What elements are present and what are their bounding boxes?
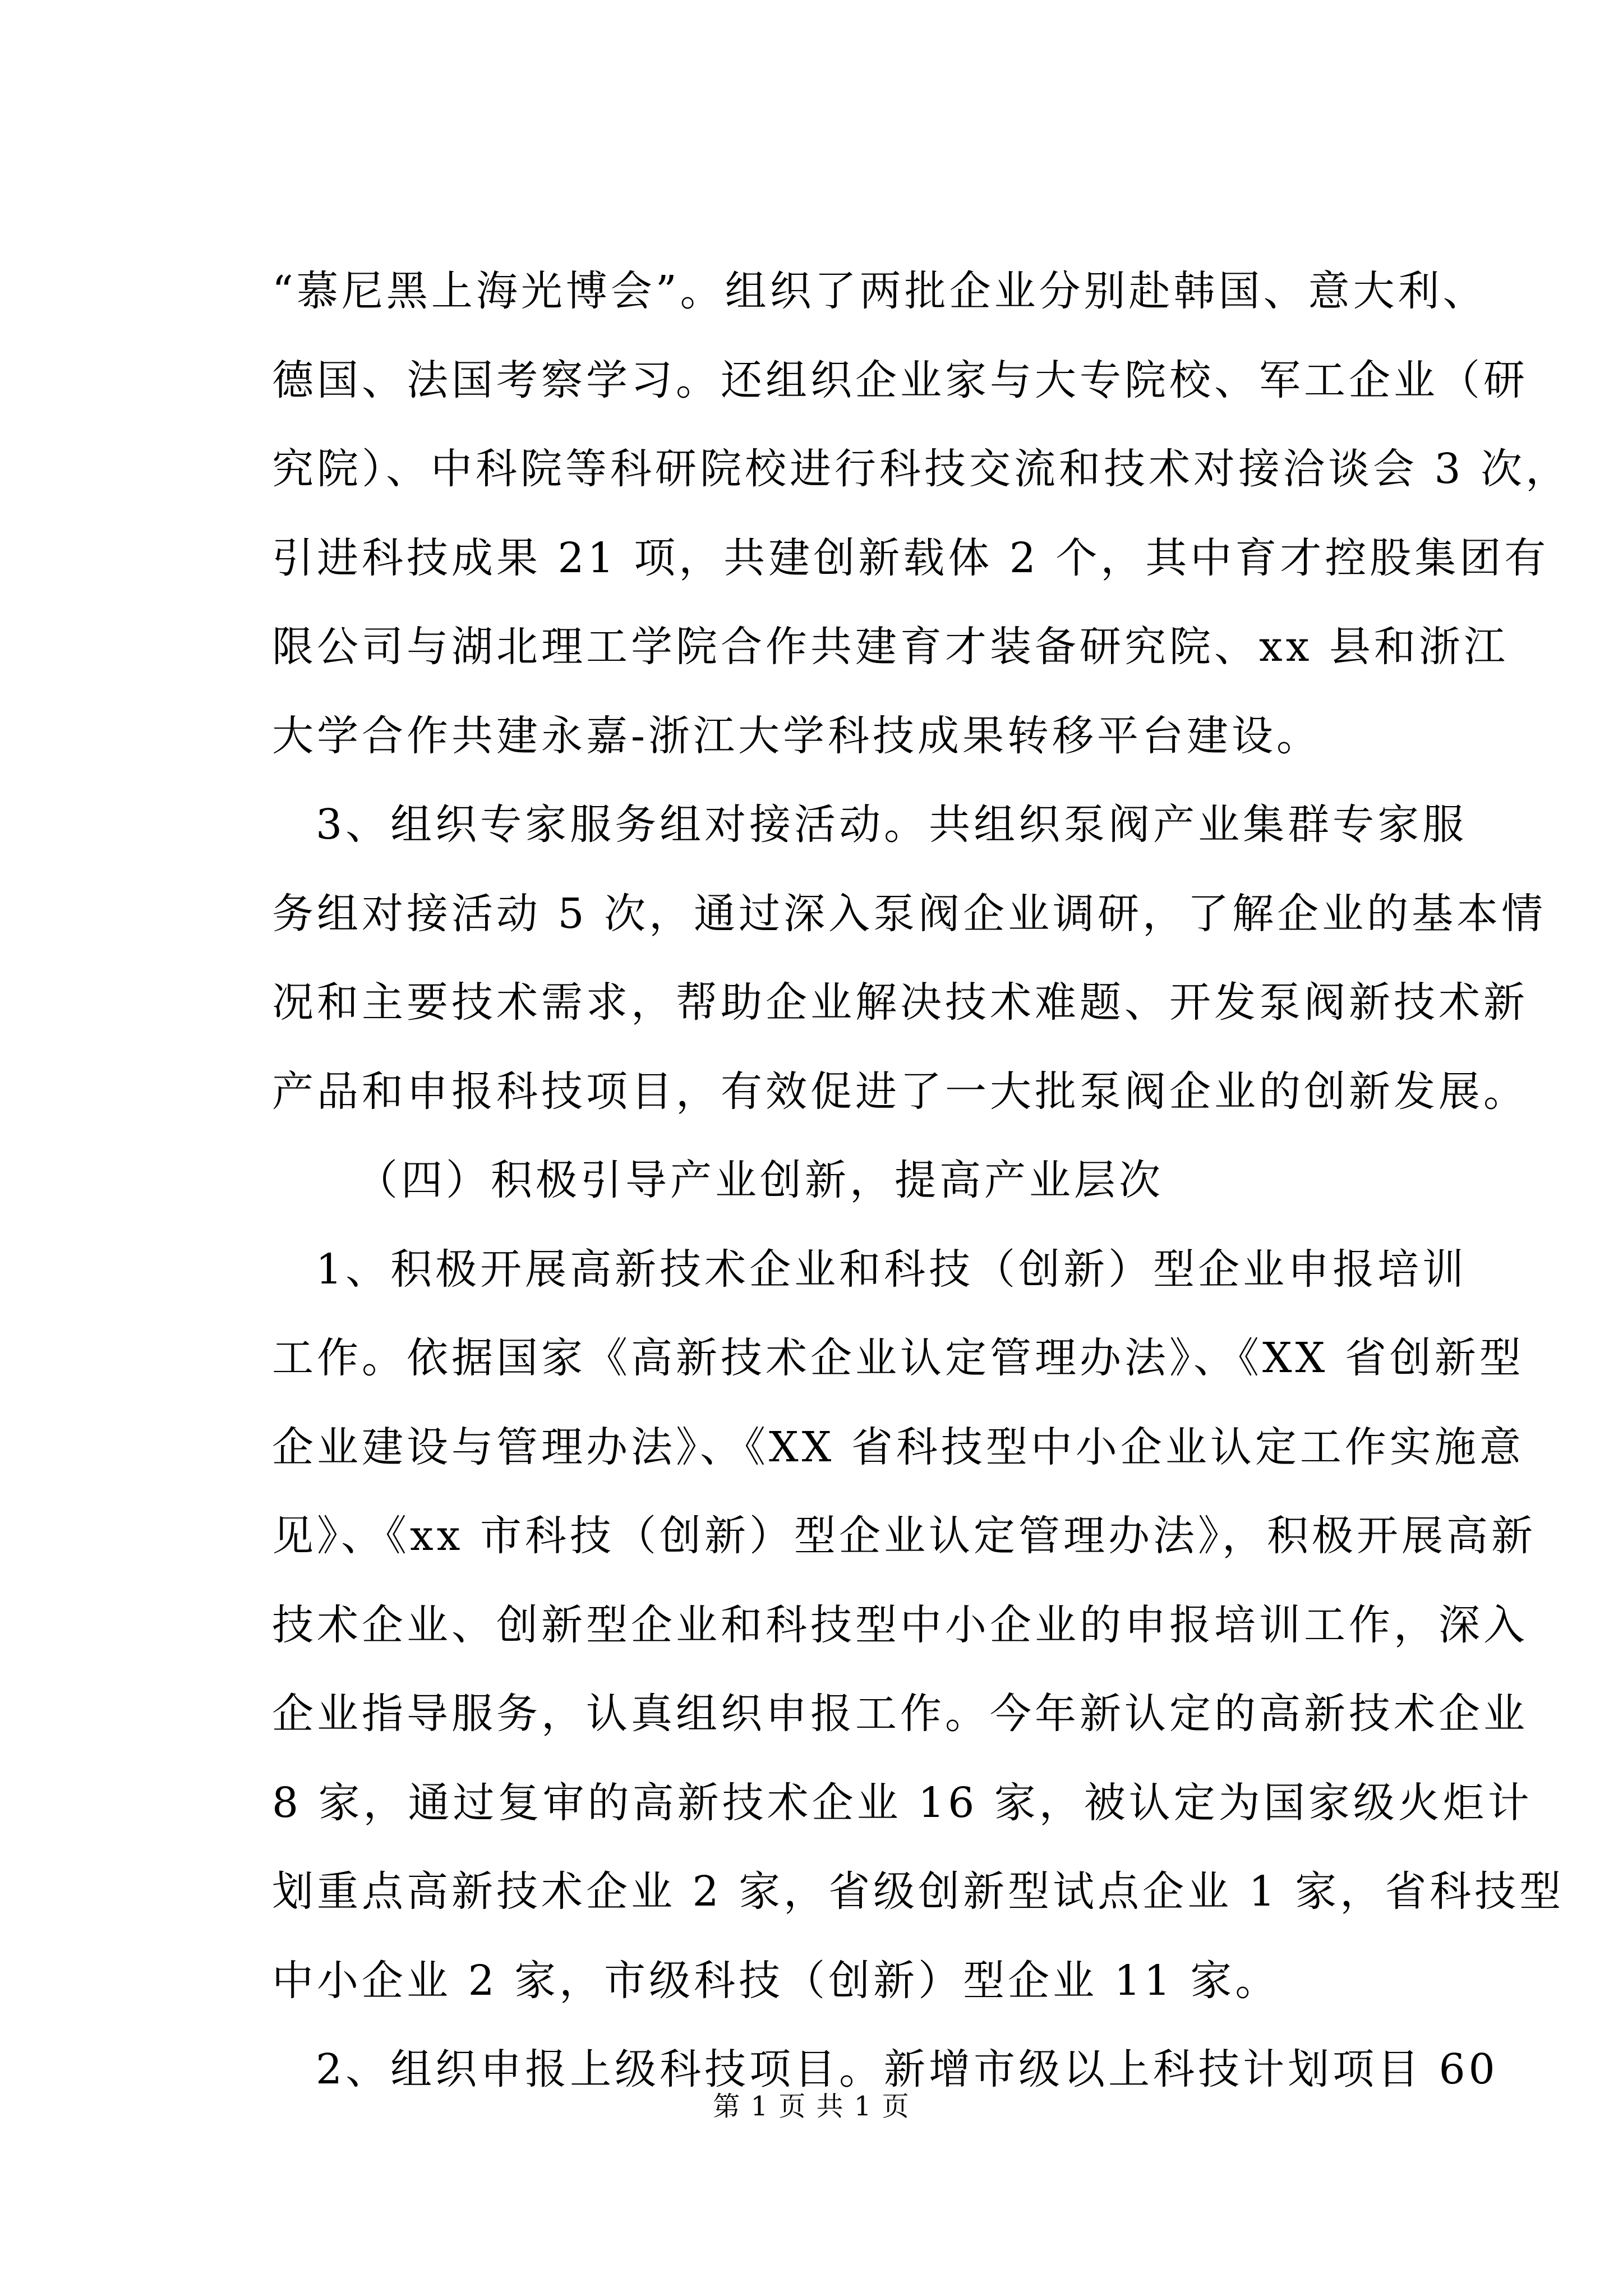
paragraph-first-line: 2、组织申报上级科技项目。新增市级以上科技计划项目 60 — [316, 2045, 1498, 2093]
section-heading: （四）积极引导产业创新，提高产业层次 — [356, 1156, 1164, 1204]
paragraph-first-line: 3、组织专家服务组对接活动。共组织泵阀产业集群专家服 — [316, 800, 1468, 849]
text-line: 限公司与湖北理工学院合作共建育才装备研究院、xx 县和浙江 — [272, 623, 1509, 671]
text-line: 况和主要技术需求，帮助企业解决技术难题、开发泵阀新技术新 — [272, 978, 1528, 1027]
text-line: 究院）、中科院等科研院校进行科技交流和技术对接洽谈会 3 次， — [272, 445, 1571, 493]
text-line: 大学合作共建永嘉-浙江大学科技成果转移平台建设。 — [272, 711, 1322, 760]
text-line: 企业建设与管理办法》、《XX 省科技型中小企业认定工作实施意 — [272, 1423, 1524, 1471]
text-line: 引进科技成果 21 项，共建创新载体 2 个，其中育才控股集团有 — [272, 533, 1550, 582]
text-line: 8 家，通过复审的高新技术企业 16 家，被认定为国家级火炬计 — [272, 1778, 1533, 1827]
text-line: 技术企业、创新型企业和科技型中小企业的申报培训工作，深入 — [272, 1600, 1528, 1649]
text-line: 务组对接活动 5 次，通过深入泵阀企业调研，了解企业的基本情 — [272, 889, 1547, 938]
text-line: 划重点高新技术企业 2 家，省级创新型试点企业 1 家，省科技型 — [272, 1867, 1565, 1916]
text-line: 见》、《xx 市科技（创新）型企业认定管理办法》，积极开展高新 — [272, 1512, 1536, 1560]
page-footer: 第 1 页 共 1 页 — [713, 2091, 910, 2122]
text-line: 工作。依据国家《高新技术企业认定管理办法》、《XX 省创新型 — [272, 1334, 1524, 1382]
text-line: 产品和申报科技项目，有效促进了一大批泵阀企业的创新发展。 — [272, 1067, 1528, 1116]
body-text — [272, 247, 1571, 2114]
text-line: “慕尼黑上海光博会”。组织了两批企业分别赴韩国、意大利、 — [272, 267, 1488, 315]
text-line: 企业指导服务，认真组织申报工作。今年新认定的高新技术企业 — [272, 1690, 1528, 1738]
paragraph-first-line: 1、积极开展高新技术企业和科技（创新）型企业申报培训 — [316, 1245, 1468, 1294]
text-line: 中小企业 2 家，市级科技（创新）型企业 11 家。 — [272, 1956, 1280, 2005]
text-line: 德国、法国考察学习。还组织企业家与大专院校、军工企业（研 — [272, 356, 1528, 404]
